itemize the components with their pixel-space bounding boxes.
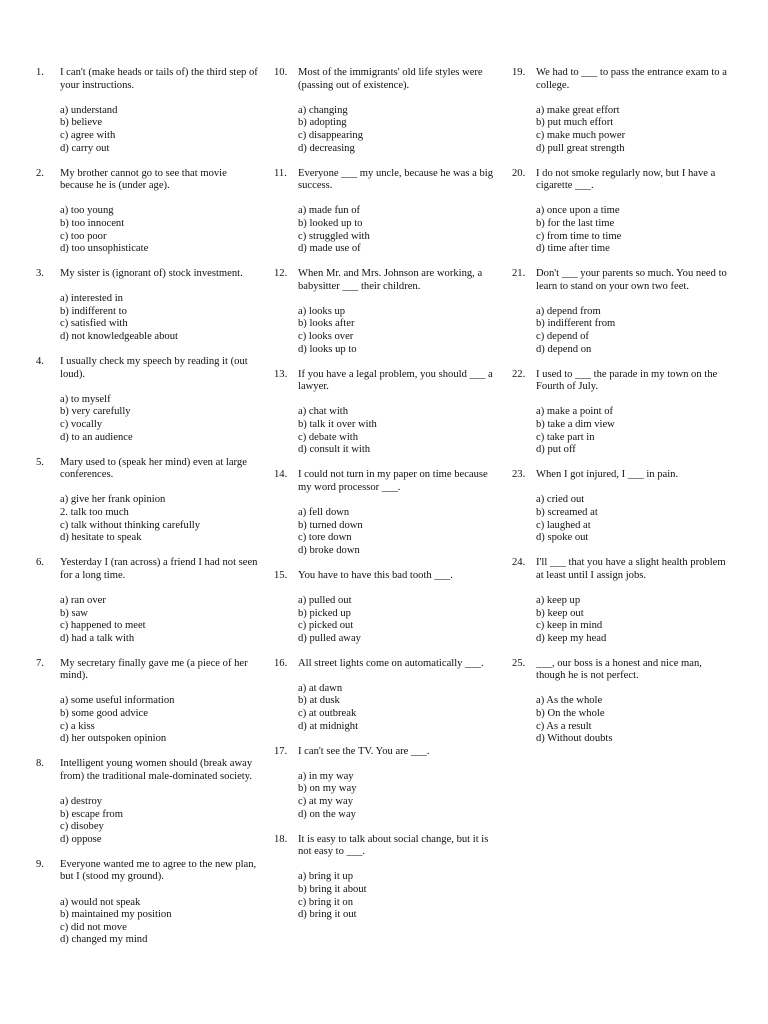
answer-option: a) once upon a time — [536, 205, 620, 217]
answer-options — [274, 683, 496, 733]
question-stem — [274, 168, 496, 193]
answer-option: a) destroy — [60, 796, 103, 808]
answer-options — [36, 595, 258, 645]
answer-option: c) did not move — [60, 921, 127, 933]
answer-option: b) looks after — [298, 318, 355, 330]
answer-option: c) make much power — [536, 129, 626, 141]
answer-option: b) at dusk — [298, 695, 340, 707]
question-text: My sister is (ignorant of) stock investment. — [60, 268, 243, 280]
question-number: 2. — [36, 167, 44, 179]
answer-option: b) indifferent to — [60, 305, 127, 317]
answer-option: c) debate with — [298, 431, 359, 443]
answer-option: b) believe — [60, 117, 103, 129]
answer-option: a) bring it up — [298, 871, 354, 883]
question-item — [274, 369, 496, 457]
answer-options — [36, 105, 258, 155]
answer-option: a) chat with — [298, 406, 349, 418]
question-item — [274, 268, 496, 356]
answer-option: d) changed my mind — [60, 934, 148, 946]
answer-option: d) Without doubts — [536, 733, 613, 745]
answer-option: c) agree with — [60, 129, 116, 141]
answer-option: c) struggled with — [298, 230, 370, 242]
answer-option: d) keep my head — [536, 632, 607, 644]
answer-option: a) understand — [60, 104, 118, 116]
answer-option: a) to myself — [60, 393, 111, 405]
answer-option: a) made fun of — [298, 205, 361, 217]
question-number: 15. — [274, 569, 288, 581]
answer-option: d) depend on — [536, 343, 592, 355]
answer-options — [274, 595, 496, 645]
question-text: My secretary finally gave me (a piece of her mind). — [60, 657, 251, 682]
answer-option: a) cried out — [536, 494, 585, 506]
answer-option: 2. talk too much — [60, 506, 129, 518]
answer-options — [512, 695, 734, 745]
answer-option: a) in my way — [298, 770, 354, 782]
question-stem — [512, 469, 734, 482]
answer-option: b) very carefully — [60, 406, 131, 418]
question-text: I can't (make heads or tails of) the third step of your instructions. — [60, 67, 261, 91]
question-text: All street lights come on automatically ___. — [298, 657, 484, 669]
answer-options — [512, 494, 734, 544]
question-number: 20. — [512, 167, 526, 179]
answer-option: d) broke down — [298, 544, 360, 556]
answer-option: a) changing — [298, 104, 348, 116]
question-item — [512, 469, 734, 545]
answer-option: a) give her frank opinion — [60, 494, 166, 506]
question-item — [36, 168, 258, 256]
answer-options — [274, 105, 496, 155]
answer-option: d) to an audience — [60, 431, 133, 443]
answer-option: a) As the whole — [536, 695, 603, 707]
answer-option: d) bring it out — [298, 909, 357, 921]
answer-option: d) oppose — [60, 833, 102, 845]
answer-option: b) turned down — [298, 519, 363, 531]
answer-option: d) had a talk with — [60, 632, 135, 644]
answer-option: a) would not speak — [60, 896, 141, 908]
answer-option: c) picked out — [298, 620, 354, 632]
question-number: 5. — [36, 456, 44, 468]
answer-option: b) saw — [60, 607, 88, 619]
question-item — [36, 67, 261, 155]
question-stem — [274, 570, 496, 583]
answer-option: d) not knowledgeable about — [60, 331, 178, 343]
answer-option: c) satisfied with — [60, 318, 128, 330]
question-text: If you have a legal problem, you should ___ a lawyer. — [298, 368, 496, 393]
answer-option: c) bring it on — [298, 896, 354, 908]
question-number: 22. — [512, 368, 526, 380]
question-number: 16. — [274, 657, 288, 669]
answer-option: b) maintained my position — [60, 909, 172, 921]
answer-options — [36, 796, 258, 846]
answer-option: b) adopting — [298, 117, 347, 129]
answer-option: d) time after time — [536, 243, 610, 255]
answer-option: c) talk without thinking carefully — [60, 519, 201, 531]
question-item — [36, 758, 258, 846]
answer-option: a) interested in — [60, 293, 123, 305]
answer-option: d) looks up to — [298, 343, 357, 355]
question-text: My brother cannot go to see that movie because he is (under age). — [60, 167, 230, 192]
question-text: Intelligent young women should (break away from) the traditional male-dominated society. — [60, 758, 255, 782]
answer-option: a) at dawn — [298, 682, 343, 694]
answer-option: d) put off — [536, 444, 576, 456]
answer-option: d) pull great strength — [536, 142, 625, 154]
question-stem — [36, 268, 258, 281]
answer-option: d) pulled away — [298, 632, 361, 644]
question-item — [274, 834, 496, 922]
answer-option: d) hesitate to speak — [60, 532, 142, 544]
question-text: Yesterday I (ran across) a friend I had not seen for a long time. — [60, 557, 261, 581]
question-stem — [274, 834, 496, 859]
question-text: You have to have this bad tooth ___. — [298, 569, 453, 581]
answer-option: d) at midnight — [298, 720, 359, 732]
answer-options — [274, 871, 496, 921]
question-stem — [512, 557, 734, 582]
question-text: I'll ___ that you have a slight health problem at least until I assign jobs. — [536, 557, 729, 581]
question-stem — [274, 67, 496, 92]
answer-option: c) too poor — [60, 230, 107, 242]
question-text: We had to ___ to pass the entrance exam to a college. — [536, 67, 730, 91]
question-item — [36, 557, 261, 645]
question-number: 19. — [512, 67, 526, 78]
answer-option: b) talk it over with — [298, 419, 377, 431]
question-text: I usually check my speech by reading it (out loud). — [60, 356, 251, 380]
answer-option: d) made use of — [298, 243, 361, 255]
answer-option: a) pulled out — [298, 594, 352, 606]
answer-option: b) indifferent from — [536, 318, 616, 330]
answer-option: a) depend from — [536, 305, 601, 317]
answer-options — [512, 105, 734, 155]
answer-option: d) on the way — [298, 808, 356, 820]
question-stem — [512, 67, 734, 92]
answer-options — [36, 494, 258, 544]
question-number: 3. — [36, 268, 44, 280]
question-item — [512, 168, 734, 256]
column-2 — [274, 67, 496, 934]
question-number: 11. — [274, 167, 287, 179]
answer-option: c) looks over — [298, 331, 354, 343]
answer-options — [274, 205, 496, 255]
question-item — [512, 557, 734, 645]
question-text: Mary used to (speak her mind) even at large conferences. — [60, 456, 250, 481]
answer-option: b) screamed at — [536, 506, 598, 518]
question-item — [36, 356, 258, 444]
question-text: I could not turn in my paper on time because my word processor ___. — [298, 469, 491, 493]
question-stem — [512, 268, 734, 293]
answer-option: b) for the last time — [536, 217, 615, 229]
question-text: When Mr. and Mrs. Johnson are working, a babysitter ___ their children. — [298, 268, 485, 292]
answer-options — [274, 771, 496, 821]
answer-option: b) looked up to — [298, 217, 363, 229]
answer-options — [36, 897, 258, 947]
question-text: Don't ___ your parents so much. You need to learn to stand on your own two feet. — [536, 268, 730, 292]
answer-option: c) a kiss — [60, 720, 95, 732]
answer-option: a) ran over — [60, 594, 106, 606]
answer-option: a) too young — [60, 205, 114, 217]
question-number: 1. — [36, 67, 44, 78]
question-number: 14. — [274, 469, 288, 481]
answer-option: b) bring it about — [298, 883, 367, 895]
question-stem — [36, 457, 258, 482]
question-number: 17. — [274, 745, 288, 757]
answer-option: c) happened to meet — [60, 620, 146, 632]
question-item — [36, 859, 258, 947]
question-item — [36, 268, 258, 344]
answer-option: b) On the whole — [536, 708, 605, 720]
question-text: I do not smoke regularly now, but I have a cigarette ___. — [536, 167, 719, 192]
question-stem — [274, 658, 496, 671]
answer-option: d) spoke out — [536, 532, 589, 544]
answer-option: a) make great effort — [536, 104, 620, 116]
question-text: It is easy to talk about social change, but it is not easy to ___. — [298, 833, 492, 858]
answer-option: c) keep in mind — [536, 620, 603, 632]
question-text: Most of the immigrants' old life styles were (passing out of existence). — [298, 67, 486, 91]
answer-option: b) take a dim view — [536, 419, 615, 431]
answer-option: d) too unsophisticate — [60, 243, 149, 255]
answer-option: c) depend of — [536, 331, 589, 343]
question-stem — [36, 758, 258, 783]
question-number: 6. — [36, 557, 44, 569]
answer-option: b) on my way — [298, 783, 357, 795]
answer-option: c) vocally — [60, 419, 103, 431]
question-number: 8. — [36, 758, 44, 770]
question-stem — [36, 356, 258, 381]
answer-option: c) take part in — [536, 431, 595, 443]
question-number: 13. — [274, 368, 288, 380]
question-number: 18. — [274, 833, 288, 845]
question-stem — [36, 67, 261, 92]
question-item — [512, 658, 734, 746]
answer-option: b) keep out — [536, 607, 584, 619]
question-stem — [36, 859, 258, 884]
question-text: When I got injured, I ___ in pain. — [536, 469, 679, 481]
question-stem — [36, 557, 261, 582]
question-text: ___, our boss is a honest and nice man, though he is not perfect. — [536, 657, 705, 682]
answer-option: b) picked up — [298, 607, 351, 619]
question-stem — [512, 658, 734, 683]
question-number: 10. — [274, 67, 288, 78]
question-item — [36, 457, 258, 545]
question-item — [512, 268, 734, 356]
question-text: Everyone ___ my uncle, because he was a big success. — [298, 167, 496, 192]
answer-option: a) fell down — [298, 506, 350, 518]
answer-option: c) disobey — [60, 821, 104, 833]
question-stem — [36, 658, 258, 683]
answer-options — [512, 205, 734, 255]
answer-option: c) at outbreak — [298, 708, 357, 720]
answer-option: c) disappearing — [298, 129, 364, 141]
question-stem — [512, 168, 734, 193]
question-number: 24. — [512, 557, 526, 569]
answer-option: b) too innocent — [60, 217, 125, 229]
answer-options — [512, 306, 734, 356]
question-item — [512, 67, 734, 155]
question-item — [36, 658, 258, 746]
answer-option: d) carry out — [60, 142, 110, 154]
question-number: 9. — [36, 858, 44, 870]
question-stem — [512, 369, 734, 394]
answer-options — [512, 595, 734, 645]
answer-options — [512, 406, 734, 456]
question-number: 7. — [36, 657, 44, 669]
answer-option: c) at my way — [298, 796, 354, 808]
answer-options — [274, 406, 496, 456]
question-stem — [274, 469, 496, 494]
answer-option: a) looks up — [298, 305, 346, 317]
answer-option: d) decreasing — [298, 142, 355, 154]
question-item — [274, 469, 496, 557]
answer-options — [36, 293, 258, 343]
answer-option: a) some useful information — [60, 695, 175, 707]
answer-option: b) some good advice — [60, 708, 148, 720]
question-number: 12. — [274, 268, 288, 280]
question-text: I can't see the TV. You are ___. — [298, 745, 430, 757]
question-item — [274, 570, 496, 646]
question-text: Everyone wanted me to agree to the new plan, but I (stood my ground). — [60, 858, 259, 883]
question-text: I used to ___ the parade in my town on the Fourth of July. — [536, 368, 720, 393]
column-1 — [36, 67, 261, 959]
answer-option: c) from time to time — [536, 230, 622, 242]
answer-option: a) make a point of — [536, 406, 614, 418]
question-item — [512, 369, 734, 457]
question-stem — [274, 268, 496, 293]
answer-options — [36, 394, 258, 444]
answer-option: b) escape from — [60, 808, 123, 820]
answer-option: d) consult it with — [298, 444, 371, 456]
answer-options — [36, 695, 258, 745]
question-number: 23. — [512, 469, 526, 481]
question-stem — [274, 746, 496, 759]
question-item — [274, 168, 496, 256]
question-item — [274, 67, 496, 155]
question-stem — [274, 369, 496, 394]
answer-options — [36, 205, 258, 255]
question-stem — [36, 168, 258, 193]
answer-option: a) keep up — [536, 594, 581, 606]
answer-option: d) her outspoken opinion — [60, 733, 167, 745]
column-3 — [512, 67, 734, 758]
answer-options — [274, 507, 496, 557]
answer-options — [274, 306, 496, 356]
answer-option: b) put much effort — [536, 117, 614, 129]
question-number: 21. — [512, 268, 526, 280]
answer-option: c) As a result — [536, 720, 592, 732]
question-number: 25. — [512, 657, 526, 669]
answer-option: c) tore down — [298, 532, 352, 544]
question-item — [274, 746, 496, 822]
question-number: 4. — [36, 356, 44, 368]
question-item — [274, 658, 496, 734]
answer-option: c) laughed at — [536, 519, 591, 531]
